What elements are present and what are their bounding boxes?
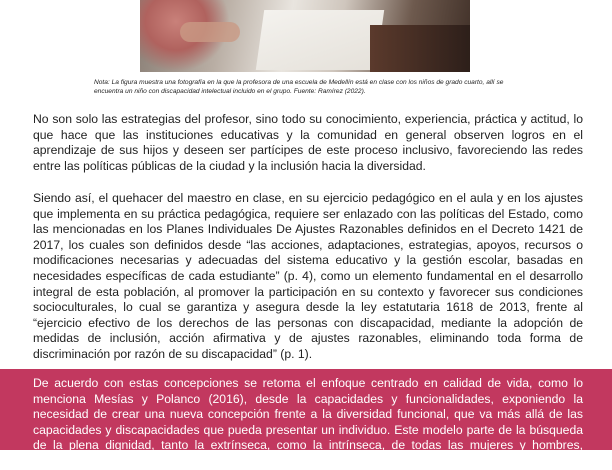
- paragraph-1: No son solo las estrategias del profesor, sino todo su conocimiento, experiencia, práctica y actitud, lo que hace que las instituciones educativas y la comunidad en general observen logros en el aprendizaje de sus hijos y deseen ser partícipes de este proceso inclusivo, favoreciendo las redes entre las políticas públicas de la ciudad y la inclusión hacia la diversidad.: [33, 112, 583, 173]
- hand-shape: [180, 22, 240, 42]
- classroom-photo: [140, 0, 470, 72]
- paragraph-3: De acuerdo con estas concepciones se retoma el enfoque centrado en calidad de vida, como lo menciona Mesías y Polanco (2016), desde la capacidades y funcionalidades, exponiendo la necesidad de crear una nueva concepción frente a la diversidad funcional, que va más allá de las capacidades y discapacidades que pueda presentar un individuo. Este modelo parte de la búsqueda de la plena dignidad, tanto la extrínseca, como la intrínseca, de todas las mujeres y hombres, incluidas aquellas: [33, 376, 583, 468]
- paragraph-2: Siendo así, el quehacer del maestro en clase, en su ejercicio pedagógico en el aula y en los ajustes que implementa en su práctica pedagógica, requiere ser enlazado con las políticas del Estado, como las mencionadas en los Planes Individuales De Ajustes Razonables definidos en el Decreto 1421 de 2017, los cuales son definidos desde “las acciones, adaptaciones, estrategias, apoyos, recursos o modificaciones necesarias y adecuadas del sistema educativo y la gestión escolar, basadas en necesidades específicas de cada estudiante” (p. 4), como un elemento fundamental en el desarrollo integral de esta población, al promover la participación en su contexto y favorecer sus condiciones socioculturales, lo cual se garantiza y asegura desde la ley estatutaria 1618 de 2013, frente al “ejercicio efectivo de los derechos de las personas con discapacidad, mediante la adopción de medidas de inclusión, acción afirmativa y de ajustes razonables, eliminando toda forma de discriminación por razón de su discapacidad” (p. 1).: [33, 191, 583, 361]
- desk: [370, 25, 470, 72]
- figure-caption: Nota: La figura muestra una fotografía en la que la profesora de una escuela de Medellín está en clase con los niños de grado cuarto, allí se encuentra un niño con discapacidad intelectual incluido en el grupo. Fuente: Ramírez (2022).: [94, 79, 504, 95]
- notebook: [256, 10, 384, 70]
